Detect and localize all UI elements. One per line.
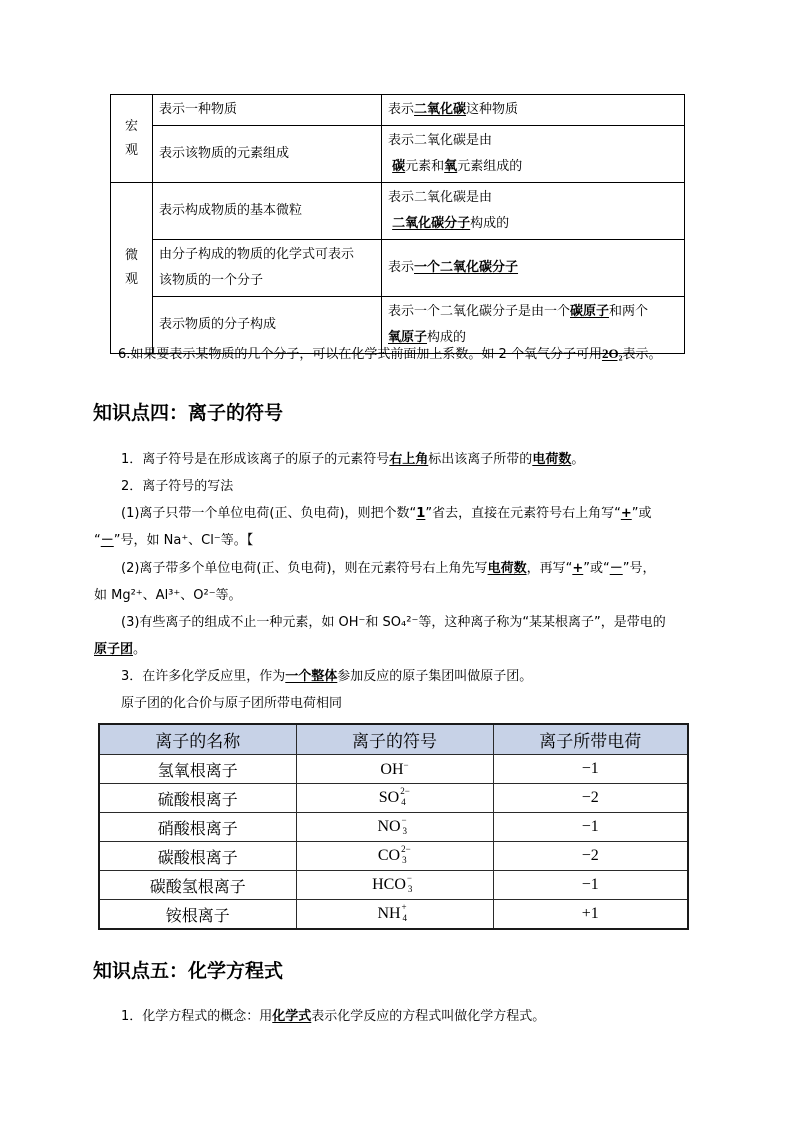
paragraph-8: 原子团。 [94, 642, 147, 657]
answer-blank: 2O₂ [601, 346, 623, 361]
answer-blank: 电荷数 [532, 452, 572, 467]
ion-symbol: NO − 3 [296, 813, 493, 842]
table-cell: 由分子构成的物质的化学式可表示 该物质的一个分子 [153, 240, 382, 297]
table-cell: 表示一个二氧化碳分子 [382, 240, 685, 297]
paragraph-2: 2．离子符号的写法 [121, 479, 234, 494]
column-header: 离子的名称 [99, 724, 296, 755]
paragraph-9: 3．在许多化学反应里，作为一个整体参加反应的原子集团叫做原子团。 [121, 669, 533, 684]
table-cell: 表示一种物质 [153, 95, 382, 126]
answer-blank: 氧原子 [388, 330, 428, 345]
note-6: 6.如果要表示某物质的几个分子，可以在化学式前面加上系数。如 2 个氧气分子可用2O₂表示。 [118, 346, 662, 362]
paragraph-1: 1．离子符号是在形成该离子的原子的元素符号右上角标出该离子所带的电荷数。 [121, 452, 585, 467]
table-cell: 表示一个二氧化碳分子是由一个碳原子和两个 氧原子构成的 [382, 297, 685, 354]
table-row: 硫酸根离子 SO 2− 4 −2 [99, 784, 688, 813]
paragraph-6: 如 Mg²⁺、Al³⁺、O²⁻等。 [94, 588, 242, 603]
table-cell: 表示该物质的元素组成 [153, 126, 382, 183]
micro-label: 微 观 [111, 183, 153, 354]
answer-blank: 碳 [392, 159, 406, 174]
table-row: 氢氧根离子 OH− −1 [99, 755, 688, 784]
answer-blank: + [572, 561, 584, 576]
answer-blank: + [620, 506, 632, 521]
ion-symbol: HCO − 3 [296, 871, 493, 900]
table-row: 铵根离子 NH + 4 +1 [99, 900, 688, 930]
paragraph-10: 原子团的化合价与原子团所带电荷相同 [121, 696, 343, 711]
table-cell: 表示二氧化碳是由 二氧化碳分子构成的 [382, 183, 685, 240]
macro-label: 宏 观 [111, 95, 153, 183]
ion-table [98, 723, 689, 930]
table-cell: 表示二氧化碳这种物质 [382, 95, 685, 126]
answer-blank: － [100, 533, 114, 548]
table-row: 碳酸氢根离子 HCO − 3 −1 [99, 871, 688, 900]
ion-symbol: OH− [296, 755, 493, 784]
table-row: 硝酸根离子 NO − 3 −1 [99, 813, 688, 842]
table-cell: 表示构成物质的基本微粒 [153, 183, 382, 240]
answer-blank: 二氧化碳 [414, 102, 467, 117]
table-cell: 表示二氧化碳是由 碳元素和氧元素组成的 [382, 126, 685, 183]
answer-blank: 化学式 [272, 1009, 312, 1024]
column-header: 离子的符号 [296, 724, 493, 755]
paragraph-7: (3)有些离子的组成不止一种元素，如 OH⁻和 SO₄²⁻等，这种离子称为“某某根离子”，是带电的 [121, 615, 666, 630]
ion-symbol: SO 2− 4 [296, 784, 493, 813]
answer-blank: 一个整体 [285, 669, 338, 684]
answer-blank: 氧 [444, 159, 458, 174]
column-header: 离子所带电荷 [493, 724, 688, 755]
meaning-table [110, 94, 685, 354]
paragraph-11: 1．化学方程式的概念：用化学式表示化学反应的方程式叫做化学方程式。 [121, 1009, 546, 1024]
paragraph-4: “－”号，如 Na⁺、Cl⁻等。【 [94, 533, 254, 548]
answer-blank: 右上角 [389, 452, 429, 467]
answer-blank: 一个二氧化碳分子 [414, 260, 519, 275]
answer-blank: 1 [416, 506, 426, 521]
answer-blank: 二氧化碳分子 [392, 216, 471, 231]
answer-blank: － [609, 561, 623, 576]
section-title-4: 知识点四：离子的符号 [93, 402, 284, 424]
paragraph-3: (1)离子只带一个单位电荷(正、负电荷)，则把个数“1”省去，直接在元素符号右上角写“+”或 [121, 506, 652, 521]
table-cell: 表示物质的分子构成 [153, 297, 382, 354]
answer-blank: 原子团 [94, 642, 134, 657]
answer-blank: 电荷数 [487, 561, 527, 576]
ion-symbol: NH + 4 [296, 900, 493, 930]
section-title-5: 知识点五：化学方程式 [93, 960, 284, 982]
paragraph-5: (2)离子带多个单位电荷(正、负电荷)，则在元素符号右上角先写电荷数，再写“+”或“－”号， [121, 561, 656, 576]
ion-symbol: CO 2− 3 [296, 842, 493, 871]
table-row: 碳酸根离子 CO 2− 3 −2 [99, 842, 688, 871]
answer-blank: 碳原子 [570, 304, 610, 319]
